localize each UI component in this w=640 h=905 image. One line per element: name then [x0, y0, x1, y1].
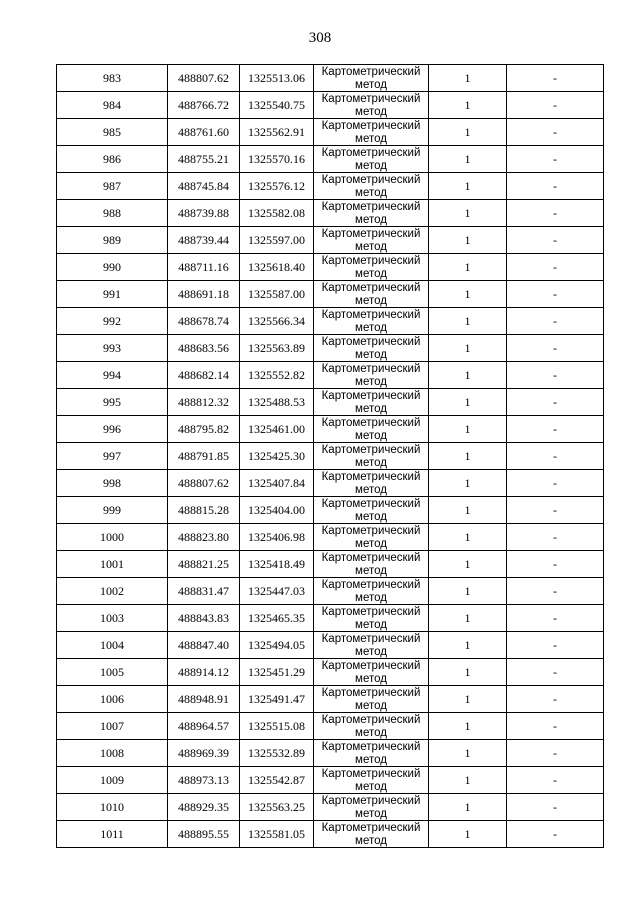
method-cell — [314, 119, 429, 146]
method-cell — [314, 497, 429, 524]
method-text: Картометрический метод — [321, 606, 421, 631]
method-text: Картометрический метод — [321, 741, 421, 766]
accuracy-cell: 1 — [429, 767, 507, 794]
accuracy-cell: 1 — [429, 281, 507, 308]
method-text: Картометрический метод — [321, 471, 421, 496]
method-cell — [314, 200, 429, 227]
note-cell: - — [507, 632, 604, 659]
method-cell — [314, 281, 429, 308]
y-coordinate-cell: 1325491.47 — [240, 686, 314, 713]
x-coordinate-cell: 488761.60 — [168, 119, 240, 146]
table-row — [57, 524, 604, 551]
accuracy-cell: 1 — [429, 65, 507, 92]
y-coordinate-cell: 1325566.34 — [240, 308, 314, 335]
point-number-cell: 1003 — [57, 605, 168, 632]
method-text: Картометрический метод — [321, 174, 421, 199]
y-coordinate-cell: 1325513.06 — [240, 65, 314, 92]
y-coordinate-cell: 1325465.35 — [240, 605, 314, 632]
y-coordinate-cell: 1325447.03 — [240, 578, 314, 605]
method-text: Картометрический метод — [321, 552, 421, 577]
method-text: Картометрический метод — [321, 336, 421, 361]
x-coordinate-cell: 488914.12 — [168, 659, 240, 686]
x-coordinate-cell: 488969.39 — [168, 740, 240, 767]
note-cell: - — [507, 605, 604, 632]
point-number-cell: 1010 — [57, 794, 168, 821]
note-cell: - — [507, 335, 604, 362]
point-number-cell: 992 — [57, 308, 168, 335]
accuracy-cell: 1 — [429, 578, 507, 605]
note-cell: - — [507, 308, 604, 335]
method-text: Картометрический метод — [321, 228, 421, 253]
method-text: Картометрический метод — [321, 390, 421, 415]
y-coordinate-cell: 1325404.00 — [240, 497, 314, 524]
table-row — [57, 470, 604, 497]
method-cell — [314, 470, 429, 497]
method-cell — [314, 713, 429, 740]
x-coordinate-cell: 488755.21 — [168, 146, 240, 173]
point-number-cell: 991 — [57, 281, 168, 308]
point-number-cell: 1008 — [57, 740, 168, 767]
note-cell: - — [507, 227, 604, 254]
x-coordinate-cell: 488683.56 — [168, 335, 240, 362]
method-text: Картометрический метод — [321, 795, 421, 820]
table-row — [57, 200, 604, 227]
method-cell — [314, 659, 429, 686]
note-cell: - — [507, 794, 604, 821]
method-text: Картометрический метод — [321, 93, 421, 118]
accuracy-cell: 1 — [429, 659, 507, 686]
y-coordinate-cell: 1325461.00 — [240, 416, 314, 443]
table-row — [57, 578, 604, 605]
note-cell: - — [507, 362, 604, 389]
y-coordinate-cell: 1325406.98 — [240, 524, 314, 551]
method-text: Картометрический метод — [321, 282, 421, 307]
point-number-cell: 988 — [57, 200, 168, 227]
note-cell: - — [507, 92, 604, 119]
note-cell: - — [507, 146, 604, 173]
y-coordinate-cell: 1325425.30 — [240, 443, 314, 470]
page-number: 308 — [308, 30, 332, 46]
x-coordinate-cell: 488807.62 — [168, 470, 240, 497]
method-cell — [314, 416, 429, 443]
x-coordinate-cell: 488964.57 — [168, 713, 240, 740]
table-row — [57, 173, 604, 200]
method-cell — [314, 254, 429, 281]
table-row — [57, 767, 604, 794]
method-text: Картометрический метод — [321, 768, 421, 793]
method-text: Картометрический метод — [321, 714, 421, 739]
method-cell — [314, 65, 429, 92]
method-cell — [314, 767, 429, 794]
x-coordinate-cell: 488711.16 — [168, 254, 240, 281]
method-text: Картометрический метод — [321, 822, 421, 847]
accuracy-cell: 1 — [429, 335, 507, 362]
x-coordinate-cell: 488823.80 — [168, 524, 240, 551]
note-cell: - — [507, 254, 604, 281]
method-cell — [314, 389, 429, 416]
note-cell: - — [507, 767, 604, 794]
x-coordinate-cell: 488739.88 — [168, 200, 240, 227]
method-cell — [314, 578, 429, 605]
x-coordinate-cell: 488682.14 — [168, 362, 240, 389]
coordinates-table-body — [57, 65, 604, 848]
note-cell: - — [507, 281, 604, 308]
accuracy-cell: 1 — [429, 740, 507, 767]
table-row — [57, 605, 604, 632]
note-cell: - — [507, 551, 604, 578]
y-coordinate-cell: 1325582.08 — [240, 200, 314, 227]
method-cell — [314, 794, 429, 821]
accuracy-cell: 1 — [429, 794, 507, 821]
note-cell: - — [507, 389, 604, 416]
x-coordinate-cell: 488847.40 — [168, 632, 240, 659]
x-coordinate-cell: 488929.35 — [168, 794, 240, 821]
x-coordinate-cell: 488812.32 — [168, 389, 240, 416]
accuracy-cell: 1 — [429, 146, 507, 173]
point-number-cell: 1005 — [57, 659, 168, 686]
note-cell: - — [507, 497, 604, 524]
point-number-cell: 983 — [57, 65, 168, 92]
note-cell: - — [507, 173, 604, 200]
method-cell — [314, 146, 429, 173]
x-coordinate-cell: 488691.18 — [168, 281, 240, 308]
method-text: Картометрический метод — [321, 687, 421, 712]
accuracy-cell: 1 — [429, 713, 507, 740]
x-coordinate-cell: 488815.28 — [168, 497, 240, 524]
accuracy-cell: 1 — [429, 524, 507, 551]
table-row — [57, 740, 604, 767]
point-number-cell: 987 — [57, 173, 168, 200]
point-number-cell: 995 — [57, 389, 168, 416]
method-text: Картометрический метод — [321, 309, 421, 334]
accuracy-cell: 1 — [429, 119, 507, 146]
method-text: Картометрический метод — [321, 255, 421, 280]
y-coordinate-cell: 1325581.05 — [240, 821, 314, 848]
method-text: Картометрический метод — [321, 633, 421, 658]
table-row — [57, 497, 604, 524]
method-text: Картометрический метод — [321, 579, 421, 604]
x-coordinate-cell: 488766.72 — [168, 92, 240, 119]
note-cell: - — [507, 443, 604, 470]
y-coordinate-cell: 1325494.05 — [240, 632, 314, 659]
point-number-cell: 1001 — [57, 551, 168, 578]
y-coordinate-cell: 1325576.12 — [240, 173, 314, 200]
accuracy-cell: 1 — [429, 497, 507, 524]
point-number-cell: 989 — [57, 227, 168, 254]
table-row — [57, 119, 604, 146]
y-coordinate-cell: 1325418.49 — [240, 551, 314, 578]
method-text: Картометрический метод — [321, 363, 421, 388]
method-text: Картометрический метод — [321, 201, 421, 226]
table-row — [57, 794, 604, 821]
x-coordinate-cell: 488973.13 — [168, 767, 240, 794]
note-cell: - — [507, 416, 604, 443]
note-cell: - — [507, 713, 604, 740]
method-cell — [314, 443, 429, 470]
table-row — [57, 713, 604, 740]
table-row — [57, 821, 604, 848]
table-row — [57, 308, 604, 335]
x-coordinate-cell: 488843.83 — [168, 605, 240, 632]
y-coordinate-cell: 1325407.84 — [240, 470, 314, 497]
method-cell — [314, 821, 429, 848]
accuracy-cell: 1 — [429, 173, 507, 200]
point-number-cell: 1006 — [57, 686, 168, 713]
x-coordinate-cell: 488745.84 — [168, 173, 240, 200]
table-row — [57, 416, 604, 443]
y-coordinate-cell: 1325562.91 — [240, 119, 314, 146]
method-text: Картометрический метод — [321, 66, 421, 91]
method-cell — [314, 551, 429, 578]
accuracy-cell: 1 — [429, 605, 507, 632]
point-number-cell: 984 — [57, 92, 168, 119]
method-cell — [314, 524, 429, 551]
method-cell — [314, 632, 429, 659]
method-text: Картометрический метод — [321, 660, 421, 685]
x-coordinate-cell: 488791.85 — [168, 443, 240, 470]
method-cell — [314, 227, 429, 254]
note-cell: - — [507, 119, 604, 146]
accuracy-cell: 1 — [429, 92, 507, 119]
y-coordinate-cell: 1325597.00 — [240, 227, 314, 254]
table-row — [57, 335, 604, 362]
method-cell — [314, 92, 429, 119]
note-cell: - — [507, 578, 604, 605]
accuracy-cell: 1 — [429, 362, 507, 389]
method-text: Картометрический метод — [321, 417, 421, 442]
accuracy-cell: 1 — [429, 551, 507, 578]
x-coordinate-cell: 488678.74 — [168, 308, 240, 335]
method-cell — [314, 173, 429, 200]
point-number-cell: 996 — [57, 416, 168, 443]
accuracy-cell: 1 — [429, 200, 507, 227]
table-row — [57, 632, 604, 659]
y-coordinate-cell: 1325540.75 — [240, 92, 314, 119]
accuracy-cell: 1 — [429, 632, 507, 659]
method-cell — [314, 740, 429, 767]
x-coordinate-cell: 488739.44 — [168, 227, 240, 254]
table-row — [57, 389, 604, 416]
table-row — [57, 362, 604, 389]
accuracy-cell: 1 — [429, 443, 507, 470]
x-coordinate-cell: 488831.47 — [168, 578, 240, 605]
coordinates-table — [56, 64, 604, 848]
point-number-cell: 997 — [57, 443, 168, 470]
x-coordinate-cell: 488795.82 — [168, 416, 240, 443]
y-coordinate-cell: 1325552.82 — [240, 362, 314, 389]
x-coordinate-cell: 488807.62 — [168, 65, 240, 92]
method-text: Картометрический метод — [321, 147, 421, 172]
point-number-cell: 993 — [57, 335, 168, 362]
point-number-cell: 985 — [57, 119, 168, 146]
table-row — [57, 551, 604, 578]
y-coordinate-cell: 1325542.87 — [240, 767, 314, 794]
table-row — [57, 65, 604, 92]
x-coordinate-cell: 488821.25 — [168, 551, 240, 578]
method-cell — [314, 362, 429, 389]
accuracy-cell: 1 — [429, 308, 507, 335]
point-number-cell: 1000 — [57, 524, 168, 551]
point-number-cell: 998 — [57, 470, 168, 497]
point-number-cell: 990 — [57, 254, 168, 281]
accuracy-cell: 1 — [429, 227, 507, 254]
x-coordinate-cell: 488948.91 — [168, 686, 240, 713]
y-coordinate-cell: 1325563.89 — [240, 335, 314, 362]
table-row — [57, 686, 604, 713]
note-cell: - — [507, 821, 604, 848]
method-text: Картометрический метод — [321, 525, 421, 550]
method-text: Картометрический метод — [321, 444, 421, 469]
y-coordinate-cell: 1325451.29 — [240, 659, 314, 686]
point-number-cell: 1007 — [57, 713, 168, 740]
y-coordinate-cell: 1325515.08 — [240, 713, 314, 740]
table-row — [57, 146, 604, 173]
y-coordinate-cell: 1325570.16 — [240, 146, 314, 173]
point-number-cell: 999 — [57, 497, 168, 524]
x-coordinate-cell: 488895.55 — [168, 821, 240, 848]
point-number-cell: 1004 — [57, 632, 168, 659]
y-coordinate-cell: 1325618.40 — [240, 254, 314, 281]
accuracy-cell: 1 — [429, 470, 507, 497]
point-number-cell: 1002 — [57, 578, 168, 605]
note-cell: - — [507, 659, 604, 686]
y-coordinate-cell: 1325488.53 — [240, 389, 314, 416]
accuracy-cell: 1 — [429, 389, 507, 416]
point-number-cell: 986 — [57, 146, 168, 173]
point-number-cell: 1011 — [57, 821, 168, 848]
note-cell: - — [507, 65, 604, 92]
method-text: Картометрический метод — [321, 498, 421, 523]
table-row — [57, 92, 604, 119]
accuracy-cell: 1 — [429, 821, 507, 848]
table-row — [57, 443, 604, 470]
method-cell — [314, 605, 429, 632]
note-cell: - — [507, 686, 604, 713]
note-cell: - — [507, 200, 604, 227]
point-number-cell: 994 — [57, 362, 168, 389]
accuracy-cell: 1 — [429, 416, 507, 443]
method-cell — [314, 335, 429, 362]
table-row — [57, 281, 604, 308]
table-row — [57, 254, 604, 281]
y-coordinate-cell: 1325563.25 — [240, 794, 314, 821]
method-cell — [314, 308, 429, 335]
y-coordinate-cell: 1325532.89 — [240, 740, 314, 767]
table-row — [57, 227, 604, 254]
point-number-cell: 1009 — [57, 767, 168, 794]
note-cell: - — [507, 740, 604, 767]
y-coordinate-cell: 1325587.00 — [240, 281, 314, 308]
table-row — [57, 659, 604, 686]
accuracy-cell: 1 — [429, 686, 507, 713]
method-cell — [314, 686, 429, 713]
note-cell: - — [507, 470, 604, 497]
note-cell: - — [507, 524, 604, 551]
method-text: Картометрический метод — [321, 120, 421, 145]
accuracy-cell: 1 — [429, 254, 507, 281]
